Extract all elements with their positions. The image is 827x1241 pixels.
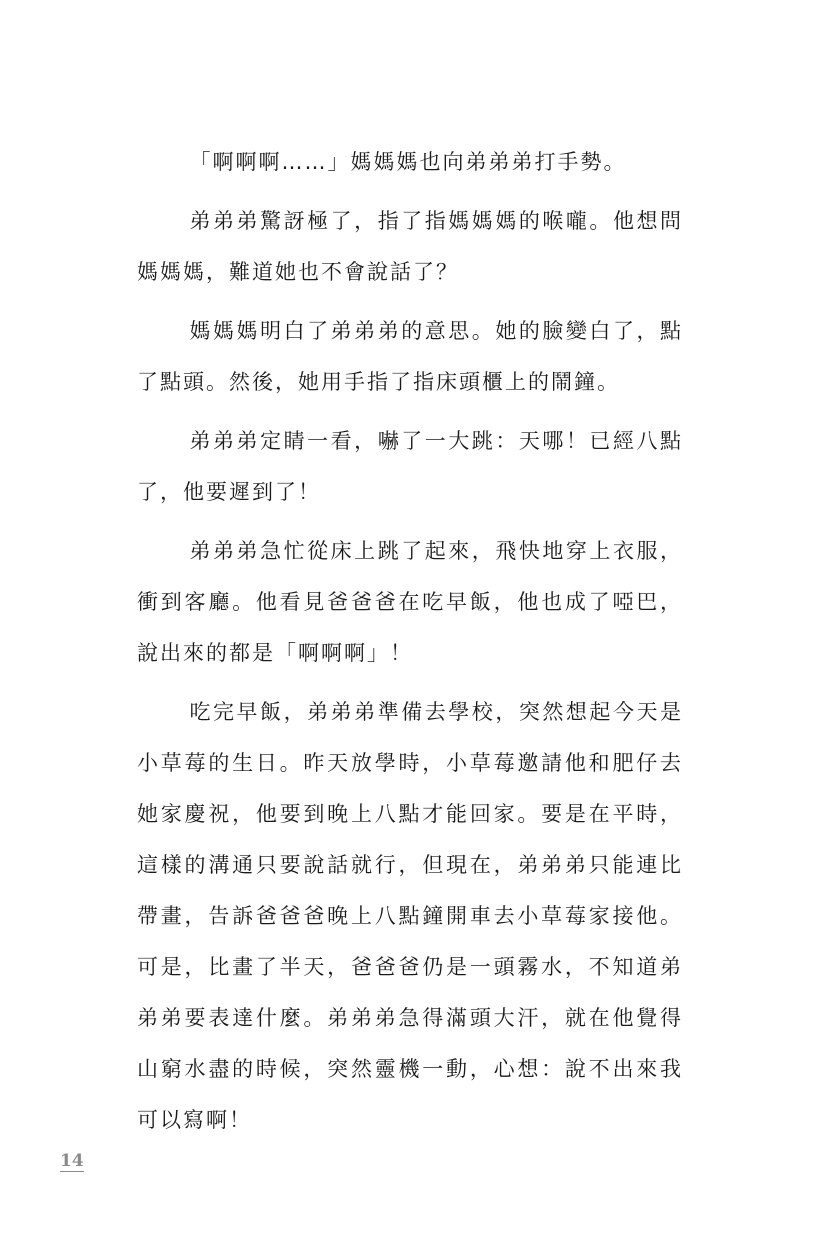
paragraph-5: 弟弟弟急忙從床上跳了起來，飛快地穿上衣服，衝到客廳。他看見爸爸爸在吃早飯，他也成了啞巴，說出來的都是「啊啊啊」！ bbox=[137, 539, 683, 665]
body-text bbox=[137, 137, 683, 1154]
page-number: 14 bbox=[60, 1151, 84, 1171]
paragraph-6: 吃完早飯，弟弟弟準備去學校，突然想起今天是小草莓的生日。昨天放學時，小草莓邀請他和肥仔去她家慶祝，他要到晚上八點才能回家。要是在平時，這樣的溝通只要說話就行，但現在，弟弟弟只能連比帶畫，告訴爸爸爸晚上八點鐘開車去小草莓家接他。可是，比畫了半天，爸爸爸仍是一頭霧水，不知道弟弟弟要表達什麼。弟弟弟急得滿頭大汗，就在他覺得山窮水盡的時候，突然靈機一動，心想：說不出來我可以寫啊！ bbox=[137, 700, 683, 1132]
paragraph-2: 弟弟弟驚訝極了，指了指媽媽媽的喉嚨。他想問媽媽媽，難道她也不會說話了？ bbox=[137, 209, 683, 284]
paragraph-4: 弟弟弟定睛一看，嚇了一大跳：天哪！已經八點了，他要遲到了！ bbox=[137, 429, 683, 504]
paragraph-3: 媽媽媽明白了弟弟弟的意思。她的臉變白了，點了點頭。然後，她用手指了指床頭櫃上的鬧鐘。 bbox=[137, 319, 683, 394]
paragraph-1: 「啊啊啊……」媽媽媽也向弟弟弟打手勢。 bbox=[189, 150, 627, 174]
